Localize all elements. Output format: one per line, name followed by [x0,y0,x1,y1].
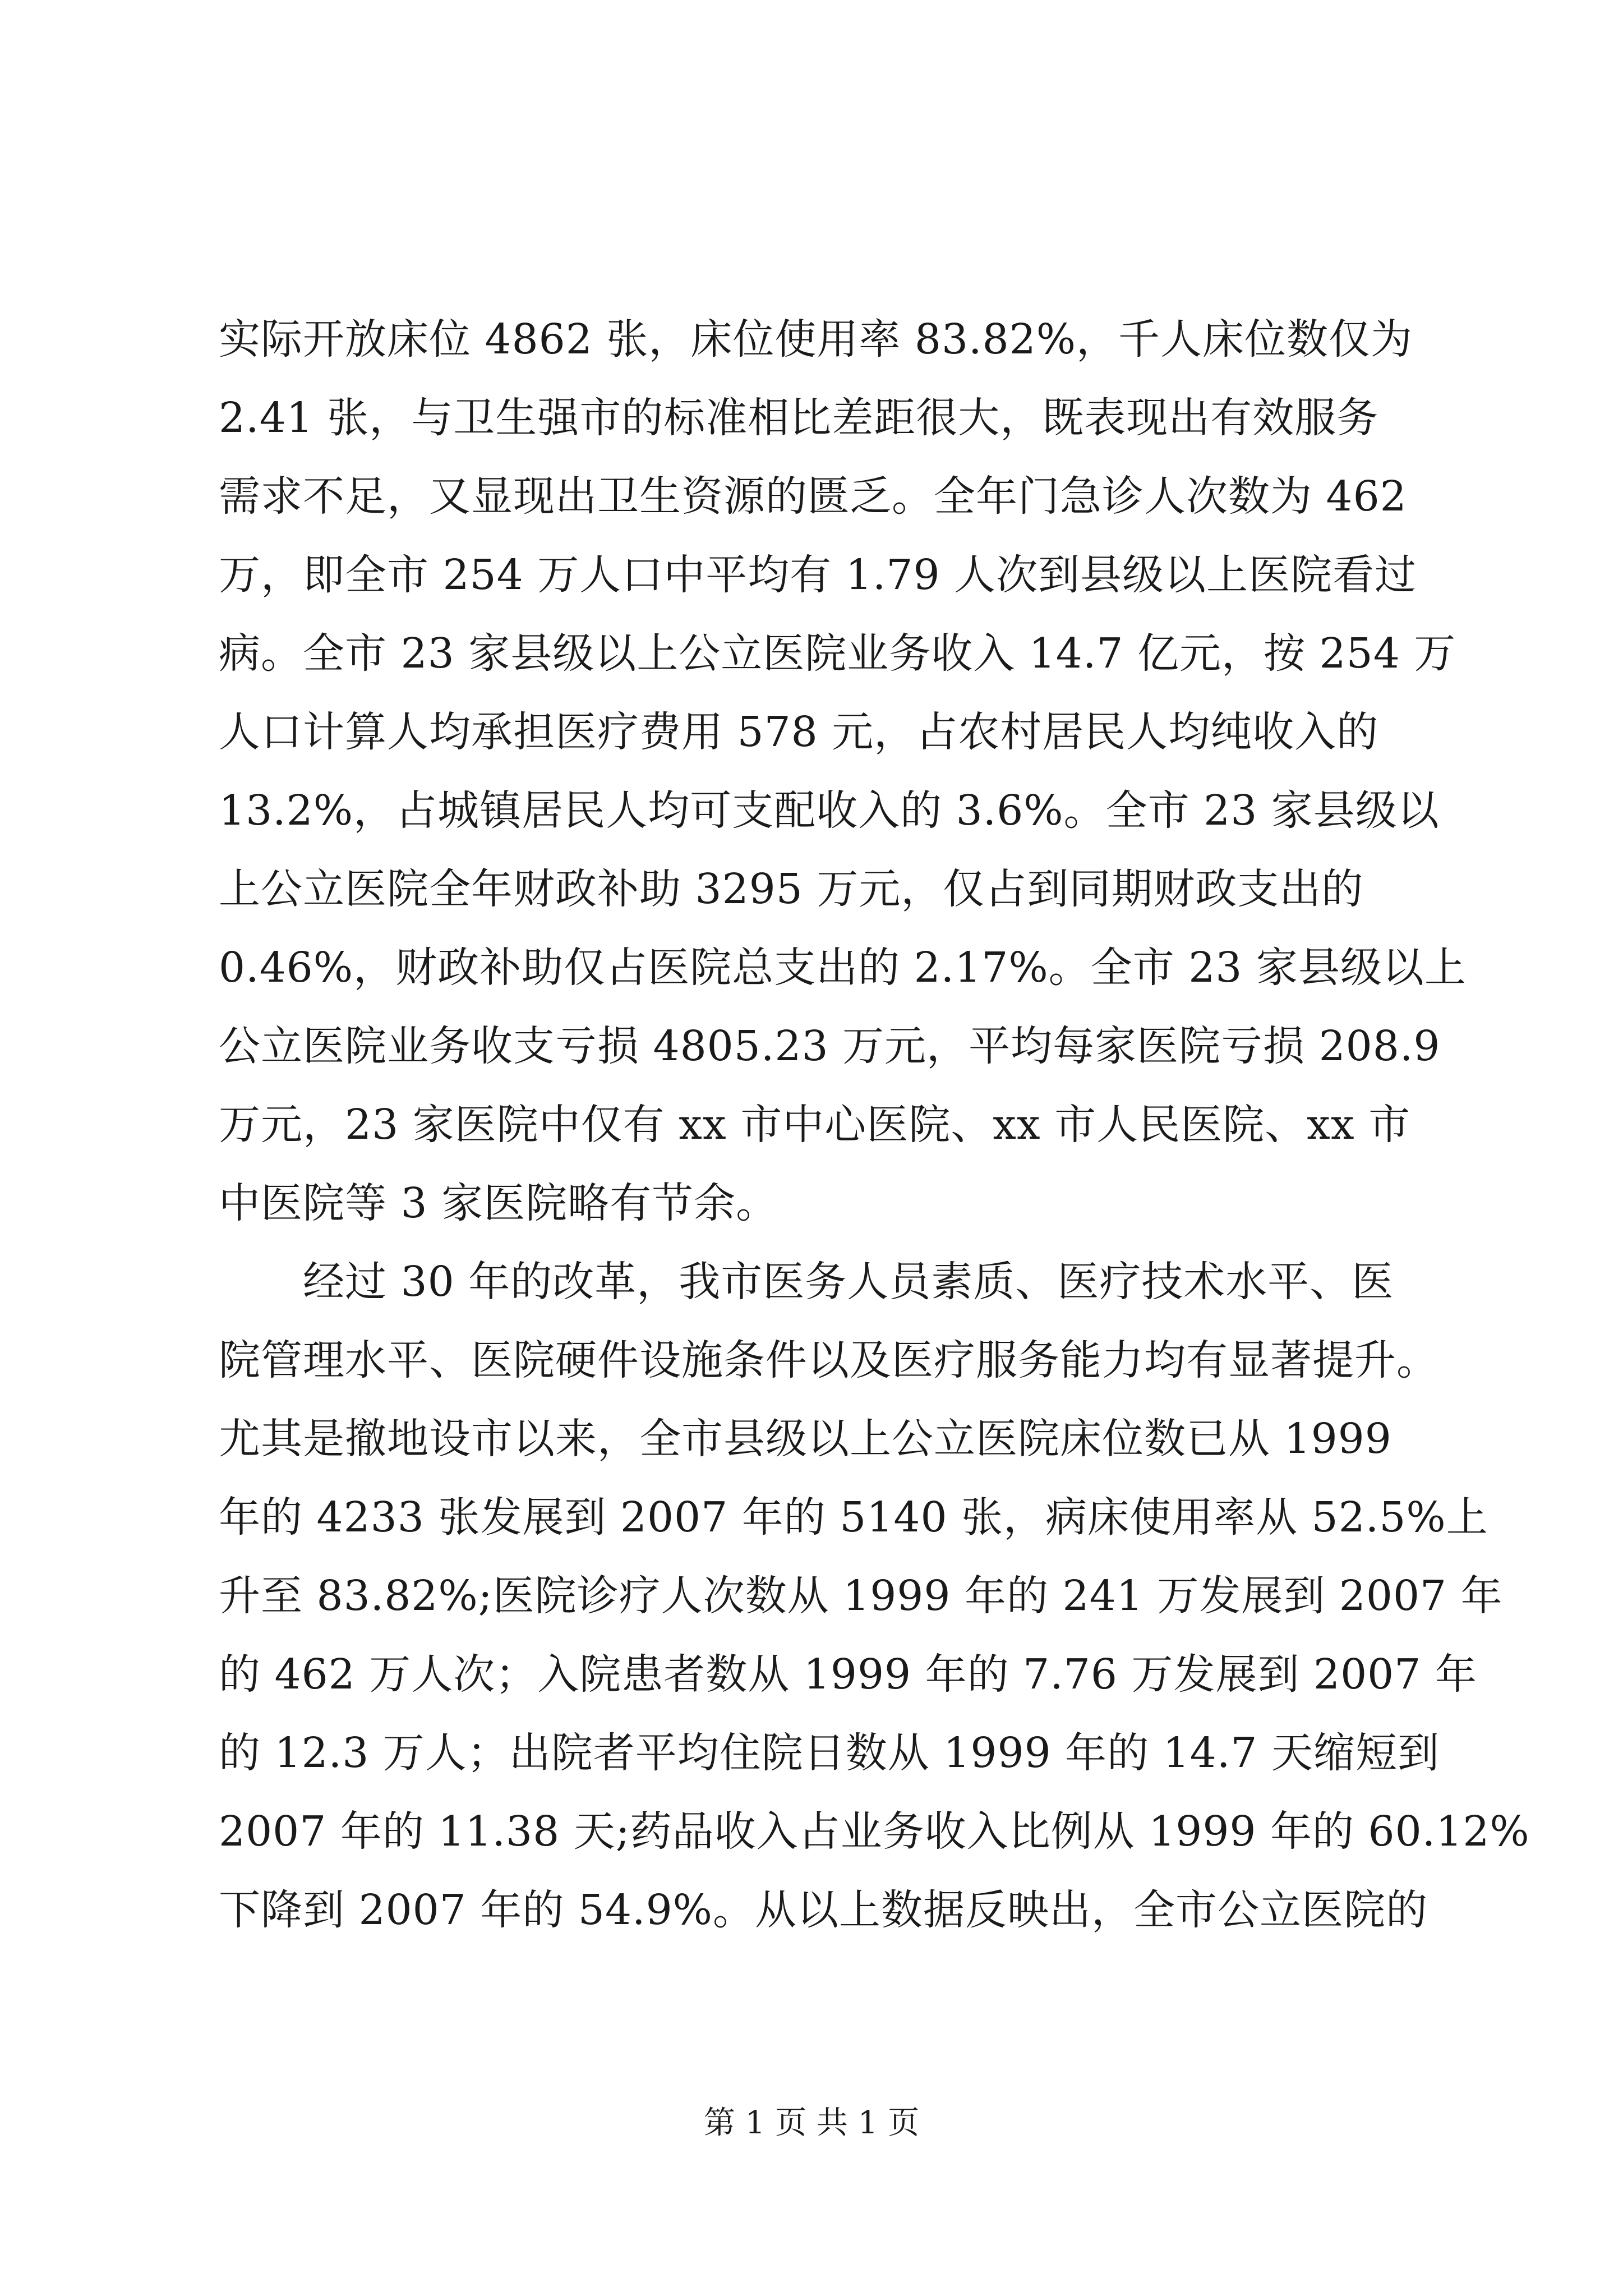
text-line: 需求不足，又显现出卫生资源的匮乏。全年门急诊人次数为 462 [219,472,1407,521]
text-line: 万元，23 家医院中仅有 xx 市中心医院、xx 市人民医院、xx 市 [219,1101,1411,1149]
text-line: 升至 83.82%;医院诊疗人次数从 1999 年的 241 万发展到 2007 年 [219,1572,1503,1620]
page-footer: 第 1 页 共 1 页 [703,2105,920,2141]
text-line: 的 12.3 万人；出院者平均住院日数从 1999 年的 14.7 天缩短到 [219,1729,1440,1777]
body-text [219,300,1530,1949]
text-line: 13.2%，占城镇居民人均可支配收入的 3.6%。全市 23 家县级以 [219,786,1440,835]
text-line: 万，即全市 254 万人口中平均有 1.79 人次到县级以上医院看过 [219,551,1417,599]
text-line: 2.41 张，与卫生强市的标准相比差距很大，既表现出有效服务 [219,394,1379,442]
text-line: 中医院等 3 家医院略有节余。 [219,1179,778,1227]
text-line: 尤其是撤地设市以来，全市县级以上公立医院床位数已从 1999 [219,1415,1392,1463]
text-line: 院管理水平、医院硬件设施条件以及医疗服务能力均有显著提升。 [219,1336,1438,1384]
text-line: 实际开放床位 4862 张，床位使用率 83.82%，千人床位数仅为 [219,315,1413,364]
text-line: 下降到 2007 年的 54.9%。从以上数据反映出，全市公立医院的 [219,1886,1428,1934]
text-line: 上公立医院全年财政补助 3295 万元，仅占到同期财政支出的 [219,865,1364,913]
text-line: 人口计算人均承担医疗费用 578 元，占农村居民人均纯收入的 [219,708,1379,756]
text-line: 病。全市 23 家县级以上公立医院业务收入 14.7 亿元，按 254 万 [219,629,1456,678]
text-line: 的 462 万人次；入院患者数从 1999 年的 7.76 万发展到 2007 年 [219,1650,1477,1699]
text-line: 年的 4233 张发展到 2007 年的 5140 张，病床使用率从 52.5%上 [219,1493,1488,1542]
paragraph-start-line: 经过 30 年的改革，我市医务人员素质、医疗技术水平、医 [303,1258,1394,1306]
text-line: 公立医院业务收支亏损 4805.23 万元，平均每家医院亏损 208.9 [219,1022,1441,1070]
text-line: 0.46%，财政补助仅占医院总支出的 2.17%。全市 23 家县级以上 [219,944,1467,992]
text-line: 2007 年的 11.38 天;药品收入占业务收入比例从 1999 年的 60.12% [219,1807,1530,1856]
